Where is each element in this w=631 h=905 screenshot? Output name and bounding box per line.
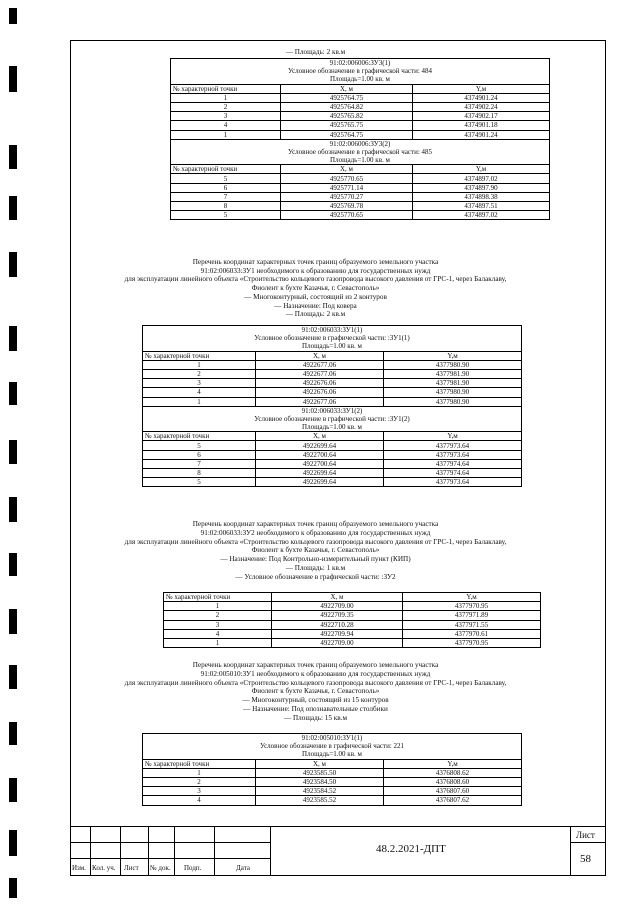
y-coordinate: 4374901.24: [413, 130, 550, 139]
column-header: X, м: [272, 593, 403, 602]
point-number: 5: [143, 441, 256, 450]
intro-line: 91:02:005010:ЗУ1 необходимого к образованию для государственных нужд: [200, 669, 431, 678]
y-coordinate: 4377980.90: [384, 397, 522, 406]
table-row: [143, 360, 522, 369]
intro-line: Фиолент к бухте Казачья, г. Севастополь»: [251, 687, 380, 696]
y-coordinate: 4377973.64: [384, 441, 522, 450]
table-row: [164, 629, 541, 638]
y-coordinate: 4374902.24: [413, 102, 550, 111]
point-number: 1: [171, 93, 281, 102]
x-coordinate: 4925770.65: [281, 211, 413, 220]
y-coordinate: 4377970.95: [403, 638, 541, 647]
table-caption-area: Площадь=1.00 кв. м: [143, 423, 522, 432]
y-coordinate: 4376807.62: [384, 796, 522, 805]
column-header: Y,м: [384, 432, 522, 441]
coordinates-table: [142, 733, 522, 806]
intro-line: для эксплуатации линейного объекта «Строительство кольцевого газопровода высокого давления от ГРС-1, через Балаклаву,: [124, 678, 507, 687]
y-coordinate: 4374898.38: [413, 192, 550, 201]
y-coordinate: 4376807.60: [384, 787, 522, 796]
x-coordinate: 4925770.27: [281, 192, 413, 201]
intro-line: — Назначение: Под опознавательные столбики: [243, 705, 388, 713]
table-row: [143, 459, 522, 468]
point-number: 3: [143, 379, 256, 388]
x-coordinate: 4922709.35: [272, 611, 403, 620]
point-number: 5: [143, 478, 256, 487]
column-header: X, м: [281, 84, 413, 93]
table-row: [164, 602, 541, 611]
table-caption-cad: 91:02:006033:ЗУ1(1): [143, 326, 522, 335]
y-coordinate: 4377973.64: [384, 478, 522, 487]
point-number: 3: [171, 112, 281, 121]
coordinates-table: [170, 58, 550, 220]
point-number: 7: [171, 192, 281, 201]
y-coordinate: 4377981.90: [384, 379, 522, 388]
x-coordinate: 4923585.50: [256, 768, 384, 777]
point-number: 6: [143, 450, 256, 459]
intro-line: — Площадь: 2 кв.м: [285, 310, 346, 319]
x-coordinate: 4922676.06: [256, 379, 384, 388]
x-coordinate: 4922699.64: [256, 441, 384, 450]
table-row: [143, 441, 522, 450]
table-header-row: [171, 84, 550, 93]
x-coordinate: 4925771.14: [281, 183, 413, 192]
x-coordinate: 4925769.78: [281, 202, 413, 211]
column-header: № характерной точки: [171, 84, 281, 93]
point-number: 1: [143, 768, 256, 777]
column-header: № характерной точки: [164, 593, 272, 602]
column-header: X, м: [256, 759, 384, 768]
point-number: 2: [143, 369, 256, 378]
document-code: 48.2.2021-ДПТ: [376, 843, 446, 855]
intro-line: — Площадь: 15 кв.м: [283, 713, 348, 722]
point-number: 4: [171, 121, 281, 130]
y-coordinate: 4377981.90: [384, 369, 522, 378]
y-coordinate: 4374897.02: [413, 211, 550, 220]
x-coordinate: 4922677.06: [256, 397, 384, 406]
coordinates-table: [163, 592, 541, 648]
point-number: 1: [143, 360, 256, 369]
table-header-row: [143, 432, 522, 441]
intro-line: 91:02:006033:ЗУ2 необходимого к образованию для государственных нужд: [200, 528, 431, 537]
coordinates-table: [142, 325, 522, 487]
stamp-col-date: Дата: [236, 864, 250, 872]
table-row: [171, 121, 550, 130]
table-row: [143, 777, 522, 786]
intro-line: — Условное обозначение в графической части: :ЗУ2: [235, 572, 396, 581]
table-caption-area: Площадь=1.00 кв. м: [171, 75, 550, 84]
point-number: 8: [143, 469, 256, 478]
table-row: [143, 469, 522, 478]
x-coordinate: 4922700.64: [256, 459, 384, 468]
table-caption-cond: Условное обозначение в графической части: :ЗУ1(1): [143, 334, 522, 342]
point-number: 1: [143, 397, 256, 406]
x-coordinate: 4925764.75: [281, 130, 413, 139]
column-header: X, м: [256, 351, 384, 360]
table-header-row: [171, 165, 550, 174]
table-row: [143, 796, 522, 805]
x-coordinate: 4922676.06: [256, 388, 384, 397]
intro-line: — Назначение: Под Контрольно-измерительный пункт (КИП): [220, 555, 411, 564]
table-row: [164, 638, 541, 647]
sheet-label: Лист: [576, 830, 595, 840]
column-header: Y,м: [413, 84, 550, 93]
table-caption-cond: Условное обозначение в графической части: :ЗУ1(2): [143, 415, 522, 423]
x-coordinate: 4925765.82: [281, 112, 413, 121]
column-header: № характерной точки: [143, 432, 256, 441]
intro-line: — Многоконтурный, состоящий из 15 контуров: [242, 696, 389, 705]
point-number: 1: [164, 602, 272, 611]
point-number: 2: [143, 777, 256, 786]
title-block: [70, 826, 606, 876]
x-coordinate: 4922709.00: [272, 638, 403, 647]
y-coordinate: 4377980.90: [384, 388, 522, 397]
table-header-row: [164, 593, 541, 602]
table-caption-cad: 91:02:006033:ЗУ1(2): [143, 406, 522, 415]
y-coordinate: 4377970.61: [403, 629, 541, 638]
y-coordinate: 4374902.17: [413, 112, 550, 121]
table-caption-cad: 91:02:005010:ЗУ1(1): [143, 734, 522, 743]
point-number: 7: [143, 459, 256, 468]
column-header: № характерной точки: [143, 351, 256, 360]
table-row: [171, 202, 550, 211]
column-header: X, м: [256, 432, 384, 441]
x-coordinate: 4922709.00: [272, 602, 403, 611]
table-caption-cond: Условное обозначение в графической части: 485: [171, 148, 550, 156]
column-header: X, м: [281, 165, 413, 174]
sheet-number: 58: [580, 853, 591, 865]
stamp-col-izm: Изм.: [72, 864, 86, 872]
intro-line: — Площадь: 2 кв.м: [285, 48, 346, 56]
table-row: [171, 112, 550, 121]
y-coordinate: 4377980.90: [384, 360, 522, 369]
x-coordinate: 4922710.28: [272, 620, 403, 629]
table-row: [143, 397, 522, 406]
stamp-col-doc-no: № док.: [150, 864, 171, 872]
table-row: [143, 388, 522, 397]
point-number: 6: [171, 183, 281, 192]
column-header: № характерной точки: [171, 165, 281, 174]
table-header-row: [143, 759, 522, 768]
y-coordinate: 4376808.60: [384, 777, 522, 786]
intro-line: Перечень координат характерных точек границ образуемого земельного участка: [192, 661, 439, 669]
table-row: [171, 183, 550, 192]
y-coordinate: 4374901.18: [413, 121, 550, 130]
x-coordinate: 4922699.64: [256, 469, 384, 478]
x-coordinate: 4923585.52: [256, 796, 384, 805]
x-coordinate: 4922677.06: [256, 360, 384, 369]
column-header: № характерной точки: [143, 759, 256, 768]
point-number: 3: [143, 787, 256, 796]
table-row: [164, 620, 541, 629]
x-coordinate: 4922700.64: [256, 450, 384, 459]
table-row: [171, 102, 550, 111]
x-coordinate: 4925764.82: [281, 102, 413, 111]
point-number: 5: [171, 174, 281, 183]
table-caption-cad: 91:02:006006:ЗУ3(1): [171, 59, 550, 68]
y-coordinate: 4377974.64: [384, 459, 522, 468]
point-number: 4: [164, 629, 272, 638]
x-coordinate: 4922699.64: [256, 478, 384, 487]
table-row: [171, 192, 550, 201]
y-coordinate: 4374897.51: [413, 202, 550, 211]
point-number: 2: [164, 611, 272, 620]
table-caption-cad: 91:02:006006:ЗУ3(2): [171, 139, 550, 148]
y-coordinate: 4377973.64: [384, 450, 522, 459]
column-header: Y,м: [384, 351, 522, 360]
stamp-col-sign: Подп.: [184, 864, 202, 872]
y-coordinate: 4374897.02: [413, 174, 550, 183]
y-coordinate: 4377970.95: [403, 602, 541, 611]
table-row: [143, 478, 522, 487]
y-coordinate: 4377971.89: [403, 611, 541, 620]
intro-line: для эксплуатации линейного объекта «Строительство кольцевого газопровода высокого давления от ГРС-1, через Балаклаву,: [124, 275, 507, 284]
point-number: 4: [143, 388, 256, 397]
intro-line: 91:02:006033:ЗУ1 необходимого к образованию для государственных нужд: [200, 266, 431, 275]
intro-line: — Площадь: 1 кв.м: [285, 564, 346, 572]
intro-line: Фиолент к бухте Казачья, г. Севастополь»: [251, 546, 380, 555]
x-coordinate: 4922709.94: [272, 629, 403, 638]
point-number: 2: [171, 102, 281, 111]
intro-line: — Назначение: Под ковера: [274, 301, 357, 310]
x-coordinate: 4925765.75: [281, 121, 413, 130]
table-caption-area: Площадь=1.00 кв. м: [143, 342, 522, 351]
point-number: 8: [171, 202, 281, 211]
x-coordinate: 4925770.65: [281, 174, 413, 183]
intro-line: для эксплуатации линейного объекта «Строительство кольцевого газопровода высокого давления от ГРС-1, через Балаклаву,: [124, 537, 507, 546]
stamp-col-kol-uch: Кол. уч.: [92, 864, 116, 872]
y-coordinate: 4374901.24: [413, 93, 550, 102]
table-row: [143, 379, 522, 388]
table-caption-cond: Условное обозначение в графической части: 484: [171, 67, 550, 75]
intro-line: Перечень координат характерных точек границ образуемого земельного участка: [192, 258, 439, 266]
x-coordinate: 4923584.52: [256, 787, 384, 796]
y-coordinate: 4377974.64: [384, 469, 522, 478]
x-coordinate: 4925764.75: [281, 93, 413, 102]
x-coordinate: 4922677.06: [256, 369, 384, 378]
column-header: Y,м: [403, 593, 541, 602]
stamp-col-list: Лист: [124, 864, 139, 872]
table-caption-cond: Условное обозначение в графической части: 221: [143, 742, 522, 750]
point-number: 5: [171, 211, 281, 220]
point-number: 1: [164, 638, 272, 647]
table-row: [171, 174, 550, 183]
column-header: Y,м: [413, 165, 550, 174]
table-row: [143, 768, 522, 777]
table-row: [143, 787, 522, 796]
y-coordinate: 4377971.55: [403, 620, 541, 629]
point-number: 3: [164, 620, 272, 629]
table-row: [171, 93, 550, 102]
table-row: [143, 450, 522, 459]
column-header: Y,м: [384, 759, 522, 768]
y-coordinate: 4374897.90: [413, 183, 550, 192]
x-coordinate: 4923584.50: [256, 777, 384, 786]
table-row: [171, 211, 550, 220]
table-row: [171, 130, 550, 139]
point-number: 1: [171, 130, 281, 139]
intro-line: Фиолент к бухте Казачья, г. Севастополь»: [251, 284, 380, 293]
table-row: [164, 611, 541, 620]
table-row: [143, 369, 522, 378]
y-coordinate: 4376808.62: [384, 768, 522, 777]
table-header-row: [143, 351, 522, 360]
intro-line: Перечень координат характерных точек границ образуемого земельного участка: [192, 520, 439, 528]
intro-line: — Многоконтурный, состоящий из 2 контуров: [244, 292, 387, 301]
point-number: 4: [143, 796, 256, 805]
table-caption-area: Площадь=1.00 кв. м: [171, 156, 550, 165]
table-caption-area: Площадь=1.00 кв. м: [143, 750, 522, 759]
